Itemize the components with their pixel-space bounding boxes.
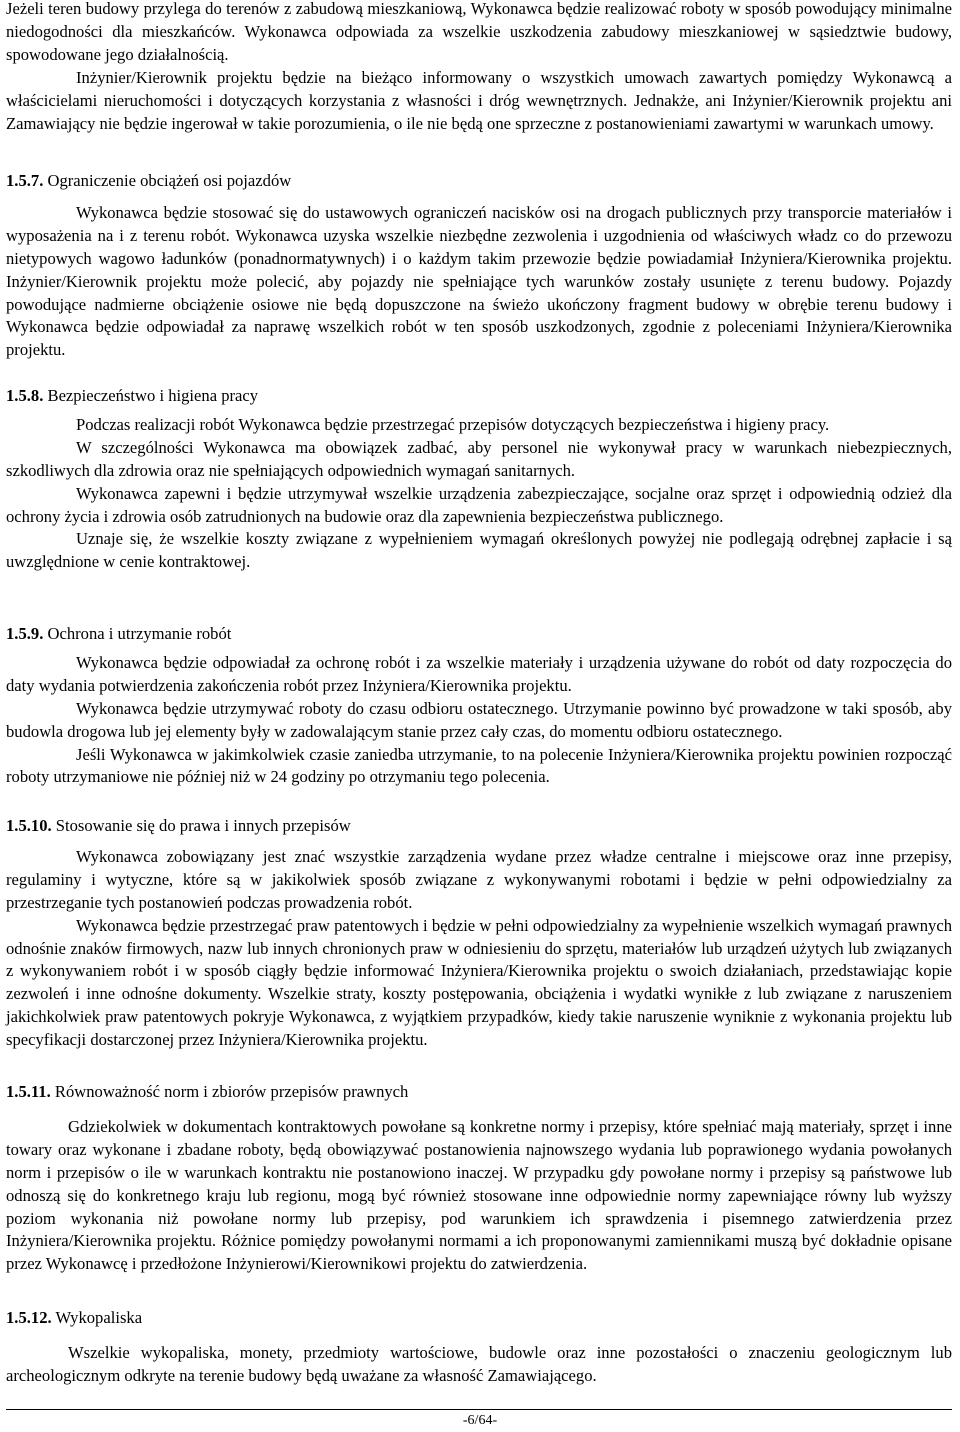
section-title: Równoważność norm i zbiorów przepisów prawnych bbox=[54, 1082, 409, 1101]
section-heading bbox=[6, 1307, 952, 1330]
section-heading bbox=[6, 385, 952, 408]
section-title: Ochrona i utrzymanie robót bbox=[47, 624, 232, 643]
section-number: 1.5.10. bbox=[6, 816, 52, 835]
section-1-5-11 bbox=[6, 1081, 952, 1276]
paragraph: Jeśli Wykonawca w jakimkolwiek czasie zaniedba utrzymanie, to na polecenie Inżyniera/Kierownika projektu powinien rozpocząć roboty utrzymaniowe nie później niż w 24 godziny po otrzymaniu tego polecenia. bbox=[6, 744, 952, 787]
section-heading bbox=[6, 623, 952, 646]
section-number: 1.5.7. bbox=[6, 171, 44, 190]
section-title: Wykopaliska bbox=[55, 1308, 143, 1327]
section-heading bbox=[6, 815, 952, 838]
section-title: Bezpieczeństwo i higiena pracy bbox=[47, 386, 259, 405]
page-number: -6/64- bbox=[462, 1413, 498, 1428]
paragraph: Wykonawca będzie odpowiadał za ochronę robót i za wszelkie materiały i urządzenia używane do robót od daty rozpoczęcia do daty wydania potwierdzenia zakończenia robót przez Inżyniera/Kierownika projektu. bbox=[6, 652, 952, 695]
section-1-5-7 bbox=[6, 170, 952, 362]
paragraph: Wszelkie wykopaliska, monety, przedmioty wartościowe, budowle oraz inne pozostałości o znaczeniu geologicznym lub archeologicznym odkryte na terenie budowy będą uważane za własność Zamawiającego. bbox=[6, 1342, 952, 1385]
paragraph: Uznaje się, że wszelkie koszty związane z wypełnieniem wymagań określonych powyżej nie podlegają odrębnej zapłacie i są uwzględnione w cenie kontraktowej. bbox=[6, 529, 952, 572]
section-heading bbox=[6, 170, 952, 193]
paragraph: Wykonawca będzie utrzymywać roboty do czasu odbioru ostatecznego. Utrzymanie powinno być prowadzone w taki sposób, aby budowla drogowa lub jej elementy były w zadowalającym stanie przez cały czas, do momentu odbioru ostatecznego. bbox=[6, 698, 952, 741]
section-title: Stosowanie się do prawa i innych przepisów bbox=[55, 816, 351, 835]
paragraph: Wykonawca zobowiązany jest znać wszystkie zarządzenia wydane przez władze centralne i miejscowe oraz inne przepisy, regulaminy i wytyczne, które są w jakikolwiek sposób związane z wykonywanymi robotami i będzie w pełni odpowiedzialny za przestrzeganie tych postanowień podczas prowadzenia robót. bbox=[6, 846, 952, 912]
paragraph: Wykonawca zapewni i będzie utrzymywał wszelkie urządzenia zabezpieczające, socjalne oraz sprzęt i odpowiednią odzież dla ochrony życia i zdrowia osób zatrudnionych na budowie oraz dla zapewnienia bezpieczeństwa publicznego. bbox=[6, 483, 952, 526]
section-number: 1.5.11. bbox=[6, 1082, 51, 1101]
paragraph: Wykonawca będzie stosować się do ustawowych ograniczeń nacisków osi na drogach publicznych przy transporcie materiałów i wyposażenia na i z terenu robót. Wykonawca uzyska wszelkie niezbędne zezwolenia i uzgodnienia od właściwych władz co do przewozu nietypowych wagowo ładunków (ponadnormatywnych) i o każdym takim przewozie będzie powiadamiał Inżyniera/Kierownika projektu. Inżynier/Kierownik projektu może polecić, aby pojazdy nie spełniające tych warunków zostały usunięte z terenu budowy. Pojazdy powodujące nadmierne obciążenie osiowe nie będą dopuszczone na świeżo ukończony fragment budowy w obrębie terenu budowy i Wykonawca będzie odpowiadał za naprawę wszelkich robót w ten sposób uszkodzonych, zgodnie z poleceniami Inżyniera/Kierownika projektu. bbox=[6, 202, 952, 360]
section-title: Ograniczenie obciążeń osi pojazdów bbox=[47, 171, 292, 190]
section-heading bbox=[6, 1081, 952, 1104]
paragraph: Inżynier/Kierownik projektu będzie na bieżąco informowany o wszystkich umowach zawartych pomiędzy Wykonawcą a właścicielami nieruchomości i dotyczących korzystania z własności i dróg wewnętrznych. Jednakże, ani Inżynier/Kierownik projektu ani Zamawiający nie będzie ingerował w takie porozumienia, o ile nie będą one sprzeczne z postanowieniami zawartymi w warunkach umowy. bbox=[6, 67, 952, 133]
paragraph: Podczas realizacji robót Wykonawca będzie przestrzegać przepisów dotyczących bezpieczeństwa i higieny pracy. bbox=[76, 414, 830, 434]
section-1-5-10 bbox=[6, 815, 952, 1052]
paragraph: Gdziekolwiek w dokumentach kontraktowych powołane są konkretne normy i przepisy, które spełniać mają materiały, sprzęt i inne towary oraz wykonane i zbadane roboty, będą obowiązywać postanowienia najnowszego wydania lub poprawionego wydania powołanych norm i przepisów o ile w warunkach kontraktu nie postanowiono inaczej. W przypadku gdy powołane normy i przepisy są państwowe lub odnoszą się do konkretnego kraju lub regionu, mogą być również stosowane inne odpowiednie normy zapewniające równy lub wyższy poziom wykonania niż powołane normy lub przepisy, pod warunkiem ich sprawdzenia i pisemnego zatwierdzenia przez Inżyniera/Kierownika projektu. Różnice pomiędzy powołanymi normami a ich proponowanymi zamiennikami muszą być dokładnie opisane przez Wykonawcę i przedłożone Inżynierowi/Kierownikowi projektu do zatwierdzenia. bbox=[6, 1116, 952, 1274]
paragraph: Jeżeli teren budowy przylega do terenów z zabudową mieszkaniową, Wykonawca będzie realizować roboty w sposób powodujący minimalne niedogodności dla mieszkańców. Wykonawca odpowiada za wszelkie uszkodzenia zabudowy mieszkaniowej w sąsiedztwie budowy, spowodowane jego działalnością. bbox=[6, 0, 952, 64]
footer-divider bbox=[6, 1409, 952, 1410]
section-1-5-9 bbox=[6, 623, 952, 789]
section-1-5-8 bbox=[6, 385, 952, 574]
section-number: 1.5.12. bbox=[6, 1308, 52, 1327]
paragraph: W szczególności Wykonawca ma obowiązek zadbać, aby personel nie wykonywał pracy w warunkach niebezpiecznych, szkodliwych dla zdrowia oraz nie spełniających odpowiednich wymagań sanitarnych. bbox=[6, 437, 952, 480]
intro-section bbox=[6, 0, 952, 135]
section-number: 1.5.9. bbox=[6, 624, 44, 643]
section-number: 1.5.8. bbox=[6, 386, 44, 405]
paragraph: Wykonawca będzie przestrzegać praw patentowych i będzie w pełni odpowiedzialny za wypełnienie wszelkich wymagań prawnych odnośnie znaków firmowych, nazw lub innych chronionych praw w odniesieniu do sprzętu, materiałów lub urządzeń użytych lub związanych z wykonywaniem robót i w sposób ciągły będzie informować Inżyniera/Kierownika projektu o swoich działaniach, przedstawiając kopie zezwoleń i inne odnośne dokumenty. Wszelkie straty, koszty postępowania, obciążenia i wydatki wynikłe z lub związane z naruszeniem jakichkolwiek praw patentowych pokryje Wykonawca, z wyjątkiem przypadków, kiedy takie naruszenie wyniknie z wykonania projektu lub specyfikacji dostarczonej przez Inżyniera/Kierownika projektu. bbox=[6, 915, 952, 1050]
section-1-5-12 bbox=[6, 1307, 952, 1388]
